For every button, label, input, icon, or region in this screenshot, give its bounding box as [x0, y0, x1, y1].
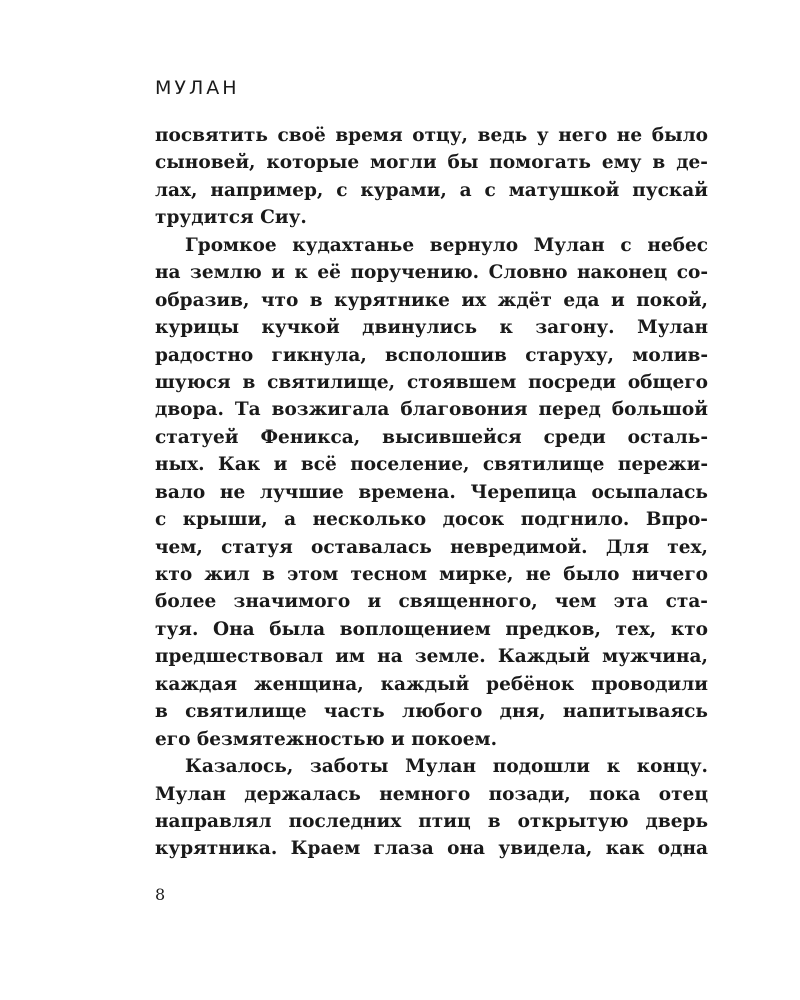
text-line: на землю и к её поручению. Словно наконец со- [155, 262, 708, 284]
text-line: направлял последних птиц в открытую дверь [155, 810, 708, 832]
text-line: курицы кучкой двинулись к загону. Мулан [155, 317, 708, 339]
text-line: образив, что в курятнике их ждёт еда и покой, [155, 289, 708, 311]
text-line: кто жил в этом тесном мирке, не было ничего [155, 564, 708, 585]
text-line: курятника. Краем глаза она увидела, как одна [155, 838, 708, 860]
text-line: радостно гикнула, всполошив старуху, молив- [155, 344, 708, 366]
text-line: с крыши, а несколько досок подгнило. Впро- [155, 509, 708, 531]
text-line: Громкое кудахтанье вернуло Мулан с небес [185, 234, 708, 256]
text-line: трудится Сиу. [155, 207, 307, 229]
text-line: туя. Она была воплощением предков, тех, кто [155, 618, 708, 640]
text-line: Казалось, заботы Мулан подошли к концу. [185, 756, 708, 778]
text-line: вало не лучшие времена. Черепица осыпалась [155, 481, 708, 503]
text-line: статуей Феникса, высившейся среди осталь- [155, 426, 708, 448]
text-line: посвятить своё время отцу, ведь у него не было [155, 125, 708, 146]
text-line: более значимого и священного, чем эта ста- [155, 591, 708, 613]
text-line: чем, статуя оставалась невредимой. Для тех, [155, 536, 708, 558]
text-line: сыновей, которые могли бы помогать ему в де- [155, 152, 708, 174]
text-line: его безмятежностью и покоем. [155, 728, 498, 750]
text-line: Мулан держалась немного позади, пока отец [155, 783, 708, 805]
text-line: каждая женщина, каждый ребёнок проводили [155, 673, 708, 695]
body-text [155, 122, 708, 863]
text-line: лах, например, с курами, а с матушкой пускай [155, 179, 708, 201]
running-head: МУЛАН [155, 77, 240, 99]
text-line: ных. Как и всё поселение, святилище пережи- [155, 454, 708, 476]
text-line: в святилище часть любого дня, напитываясь [155, 701, 708, 723]
text-line: предшествовал им на земле. Каждый мужчина, [155, 646, 708, 668]
text-line: шуюся в святилище, стоявшем посреди общего [155, 371, 708, 393]
text-line: двора. Та возжигала благовония перед большой [155, 399, 708, 421]
page-number: 8 [155, 885, 166, 904]
